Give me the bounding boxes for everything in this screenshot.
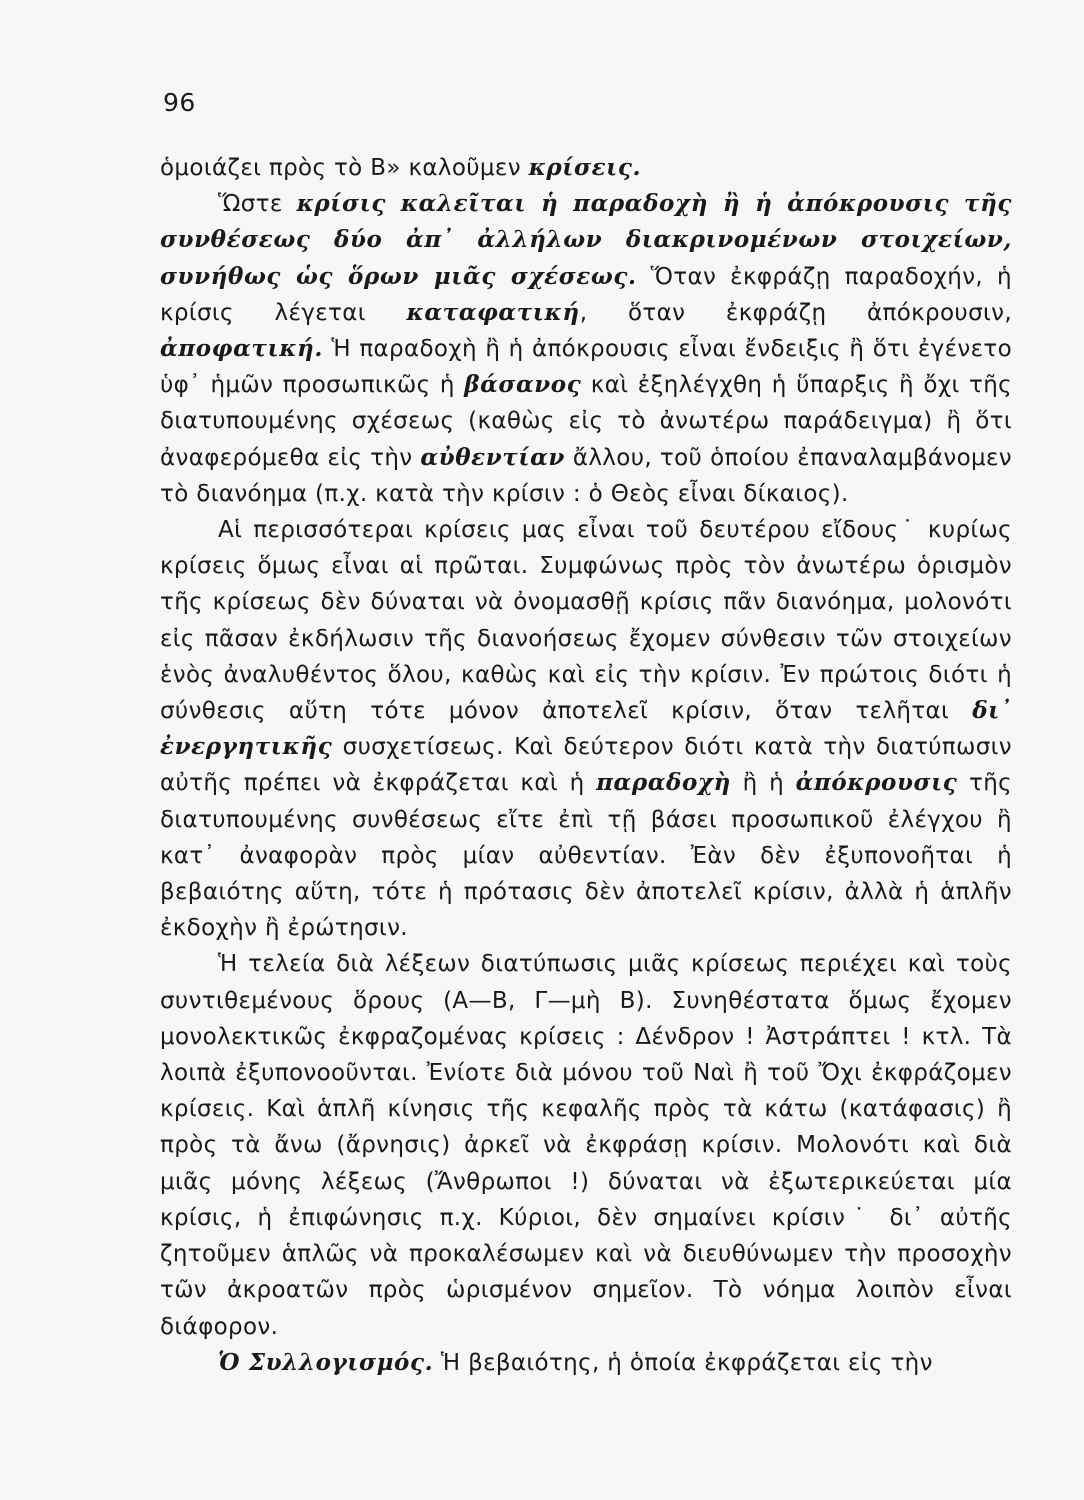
emphasized-term: δι᾽ ἐνεργητικῆς [160,697,1012,761]
emphasized-term: κρίσεις. [528,154,642,181]
text-run: Ἡ βεβαιότης, ἡ ὁποία ἐκφράζεται εἰς τὴν [433,1349,933,1376]
text-run: ὁμοιάζει πρὸς τὸ Β» καλοῦμεν [160,155,529,181]
text-run: Ἡ παραδοχὴ ἢ ἡ ἀπόκρουσις εἶναι ἔνδειξις ἢ ὅτι ἐγένετο ὑφ᾽ ἡμῶν προσωπικῶς ἡ [160,336,1012,399]
body-text [160,150,1012,1381]
text-run: ἄλλου, τοῦ ὁποίου ἐπαναλαμβάνομεν τὸ διανόημα (π.χ. κατὰ τὴν κρίσιν : ὁ Θεὸς εἶναι δίκαιος). [160,444,1012,507]
paragraph [160,186,1012,512]
emphasized-term: αὐθεντίαν [420,443,565,471]
text-run: , ὅταν ἐκφράζῃ ἀπόκρουσιν, [579,299,1012,326]
text-run: Ἡ τελεία διὰ λέξεων διατύπωσις μιᾶς κρίσεως περιέχει καὶ τοὺς συντιθεμένους ὅρους (Α—Β, Γ—μὴ Β). Συνηθέστατα ὅμως ἔχομεν μονολεκτικῶς ἐκφραζομένας κρίσεις : Δένδρον ! Ἀστράπτει ! κτλ. Τὰ λοιπὰ ἐξυπονοοῦνται. Ἐνίοτε διὰ μόνου τοῦ Ναὶ ἢ τοῦ Ὄχι ἐκφράζομεν κρίσεις. Καὶ ἁπλῆ κίνησις τῆς κεφαλῆς πρὸς τὰ κάτω (κατάφασις) ἢ πρὸς τὰ ἄνω (ἄρνησις) ἀρκεῖ νὰ ἐκφράσῃ κρίσιν. Μολονότι καὶ διὰ μιᾶς μόνης λέξεως (Ἄνθρωποι !) δύναται νὰ ἐξωτερικεύεται μία κρίσις, ἡ ἐπιφώνησις π.χ. Κύριοι, δὲν σημαίνει κρίσιν˙ δι᾽ αὐτῆς ζητοῦμεν ἁπλῶς νὰ προκαλέσωμεν καὶ νὰ διευθύνωμεν τὴν προσοχὴν τῶν ἀκροατῶν πρὸς ὡρισμένον σημεῖον. Τὸ νόημα λοιπὸν εἶναι διάφορον. [160,951,1012,1340]
text-run: τῆς διατυπουμένης συνθέσεως εἴτε ἐπὶ τῇ βάσει προσωπικοῦ ἐλέγχου ἢ κατ᾽ ἀναφορὰν πρὸς μίαν αὐθεντίαν. Ἐὰν δὲν ἐξυπονοῆται ἡ βεβαιότης αὕτη, τότε ἡ πρότασις δὲν ἀποτελεῖ κρίσιν, ἀλλὰ ἡ ἁπλῆν ἐκδοχὴν ἢ ἐρώτησιν. [160,770,1012,942]
text-run: Ὥστε [218,191,297,218]
paragraph [160,512,1012,946]
emphasized-term: παραδοχὴ [596,769,731,797]
text-run: καὶ ἐξηλέγχθη ἡ ὕπαρξις ἢ ὄχι τῆς διατυπουμένης σχέσεως (καθὼς εἰς τὸ ἀνωτέρω παράδειγμα) ἢ ὅτι ἀναφερόμεθα εἰς τὴν [160,372,1012,471]
text-run: ἢ ἡ [730,770,796,797]
emphasized-term: καταφατική [406,298,580,326]
paragraph [160,946,1012,1344]
emphasized-term: Ὁ Συλλογισμός. [218,1348,434,1376]
page-number: 96 [163,88,196,117]
paragraph [160,1345,1012,1381]
emphasized-term: βάσανος [464,371,582,399]
text-run: Αἱ περισσότεραι κρίσεις μας εἶναι τοῦ δευτέρου εἴδους˙ κυρίως κρίσεις ὅμως εἶναι αἱ πρῶται. Συμφώνως πρὸς τὸν ἀνωτέρω ὁρισμὸν τῆς κρίσεως δὲν δύναται νὰ ὀνομασθῇ κρίσις πᾶν διανόημα, μολονότι εἰς πᾶσαν ἐκδήλωσιν τῆς διανοήσεως ἔχομεν σύνθεσιν τῶν στοιχείων ἑνὸς ἀναλυθέντος ὅλου, καθὼς καὶ εἰς τὴν κρίσιν. Ἐν πρώτοις διότι ἡ σύνθεσις αὕτη τότε μόνον ἀποτελεῖ κρίσιν, ὅταν τελῆται [160,517,1012,725]
text-run: συσχετίσεως. Καὶ δεύτερον διότι κατὰ τὴν διατύπωσιν αὐτῆς πρέπει νὰ ἐκφράζεται καὶ ἡ [160,734,1012,797]
paragraph [160,150,1012,186]
text-run: Ὅταν ἐκφράζῃ παραδοχήν, ἡ κρίσις λέγεται [160,263,1012,326]
emphasized-term: ἀποφατική. [160,335,323,363]
emphasized-term: ἀπόκρουσις [795,769,958,797]
emphasized-term: κρίσις καλεῖται ἡ παραδοχὴ ἢ ἡ ἀπόκρουσις τῆς συνθέσεως δύο ἀπ᾽ ἀλλήλων διακρινομένων στοιχείων, συνήθως ὡς ὅρων μιᾶς σχέσεως. [160,190,1012,290]
